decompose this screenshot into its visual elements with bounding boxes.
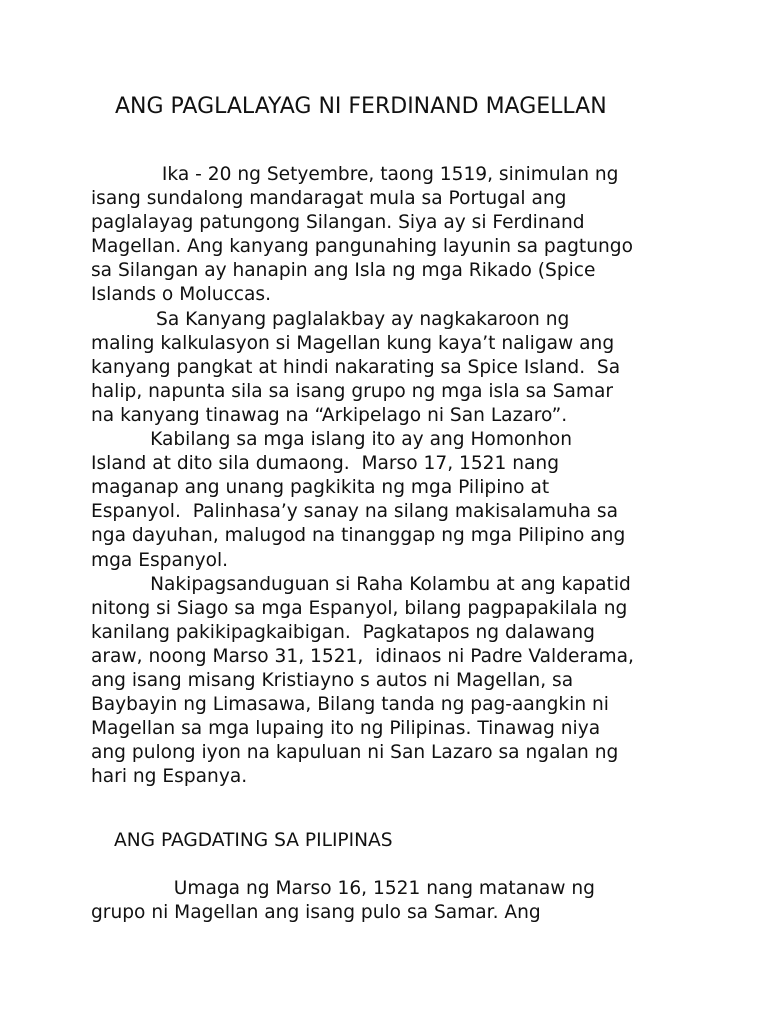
text-line: Umaga ng Marso 16, 1521 nang matanaw ng <box>91 878 595 899</box>
section-heading: ANG PAGDATING SA PILIPINAS <box>114 830 393 851</box>
text-line: paglalayag patungong Silangan. Siya ay si Ferdinand <box>91 212 585 234</box>
text-line: grupo ni Magellan ang isang pulo sa Samar. Ang <box>91 902 541 924</box>
text-line: kanilang pakikipagkaibigan. Pagkatapos ng dalawang <box>91 621 595 643</box>
text-line: araw, noong Marso 31, 1521, idinaos ni Padre Valderama, <box>91 645 634 667</box>
text-line: halip, napunta sila sa isang grupo ng mga isla sa Samar <box>91 380 614 402</box>
text-line: ang pulong iyon na kapuluan ni San Lazaro sa ngalan ng <box>91 742 619 764</box>
text-line: Espanyol. Palinhasa’y sanay na silang makisalamuha sa <box>91 501 618 523</box>
text-line: Magellan. Ang kanyang pangunahing layunin sa pagtungo <box>91 236 633 258</box>
main-paragraphs <box>91 163 681 789</box>
text-line: maganap ang unang pagkikita ng mga Pilipino at <box>91 477 550 499</box>
text-line: kanyang pangkat at hindi nakarating sa Spice Island. Sa <box>91 356 621 378</box>
text-line: nga dayuhan, malugod na tinanggap ng mga Pilipino ang <box>91 525 626 547</box>
text-line: sa Silangan ay hanapin ang Isla ng mga Rikado (Spice <box>91 260 596 282</box>
section-paragraph <box>91 877 681 925</box>
text-line: na kanyang tinawag na “Arkipelago ni San Lazaro”. <box>91 404 568 426</box>
text-line: mga Espanyol. <box>91 549 229 571</box>
text-line: Island at dito sila dumaong. Marso 17, 1521 nang <box>91 453 560 475</box>
text-line: hari ng Espanya. <box>91 766 248 788</box>
text-line: Nakipagsanduguan si Raha Kolambu at ang kapatid <box>91 573 631 595</box>
text-line: Islands o Moluccas. <box>91 284 272 306</box>
page-title: ANG PAGLALAYAG NI FERDINAND MAGELLAN <box>115 94 607 119</box>
text-line: ang isang misang Kristiayno s autos ni Magellan, sa <box>91 669 574 691</box>
text-line: nitong si Siago sa mga Espanyol, bilang pagpapakilala ng <box>91 597 628 619</box>
text-line: isang sundalong mandaragat mula sa Portugal ang <box>91 188 567 210</box>
text-line: Ika - 20 ng Setyembre, taong 1519, sinimulan ng <box>91 164 619 185</box>
text-line: Magellan sa mga lupaing ito ng Pilipinas. Tinawag niya <box>91 718 601 740</box>
text-line: maling kalkulasyon si Magellan kung kaya’t naligaw ang <box>91 332 615 354</box>
text-line: Sa Kanyang paglalakbay ay nagkakaroon ng <box>91 308 570 330</box>
text-line: Baybayin ng Limasawa, Bilang tanda ng pag-aangkin ni <box>91 694 609 716</box>
text-line: Kabilang sa mga islang ito ay ang Homonhon <box>91 429 573 451</box>
